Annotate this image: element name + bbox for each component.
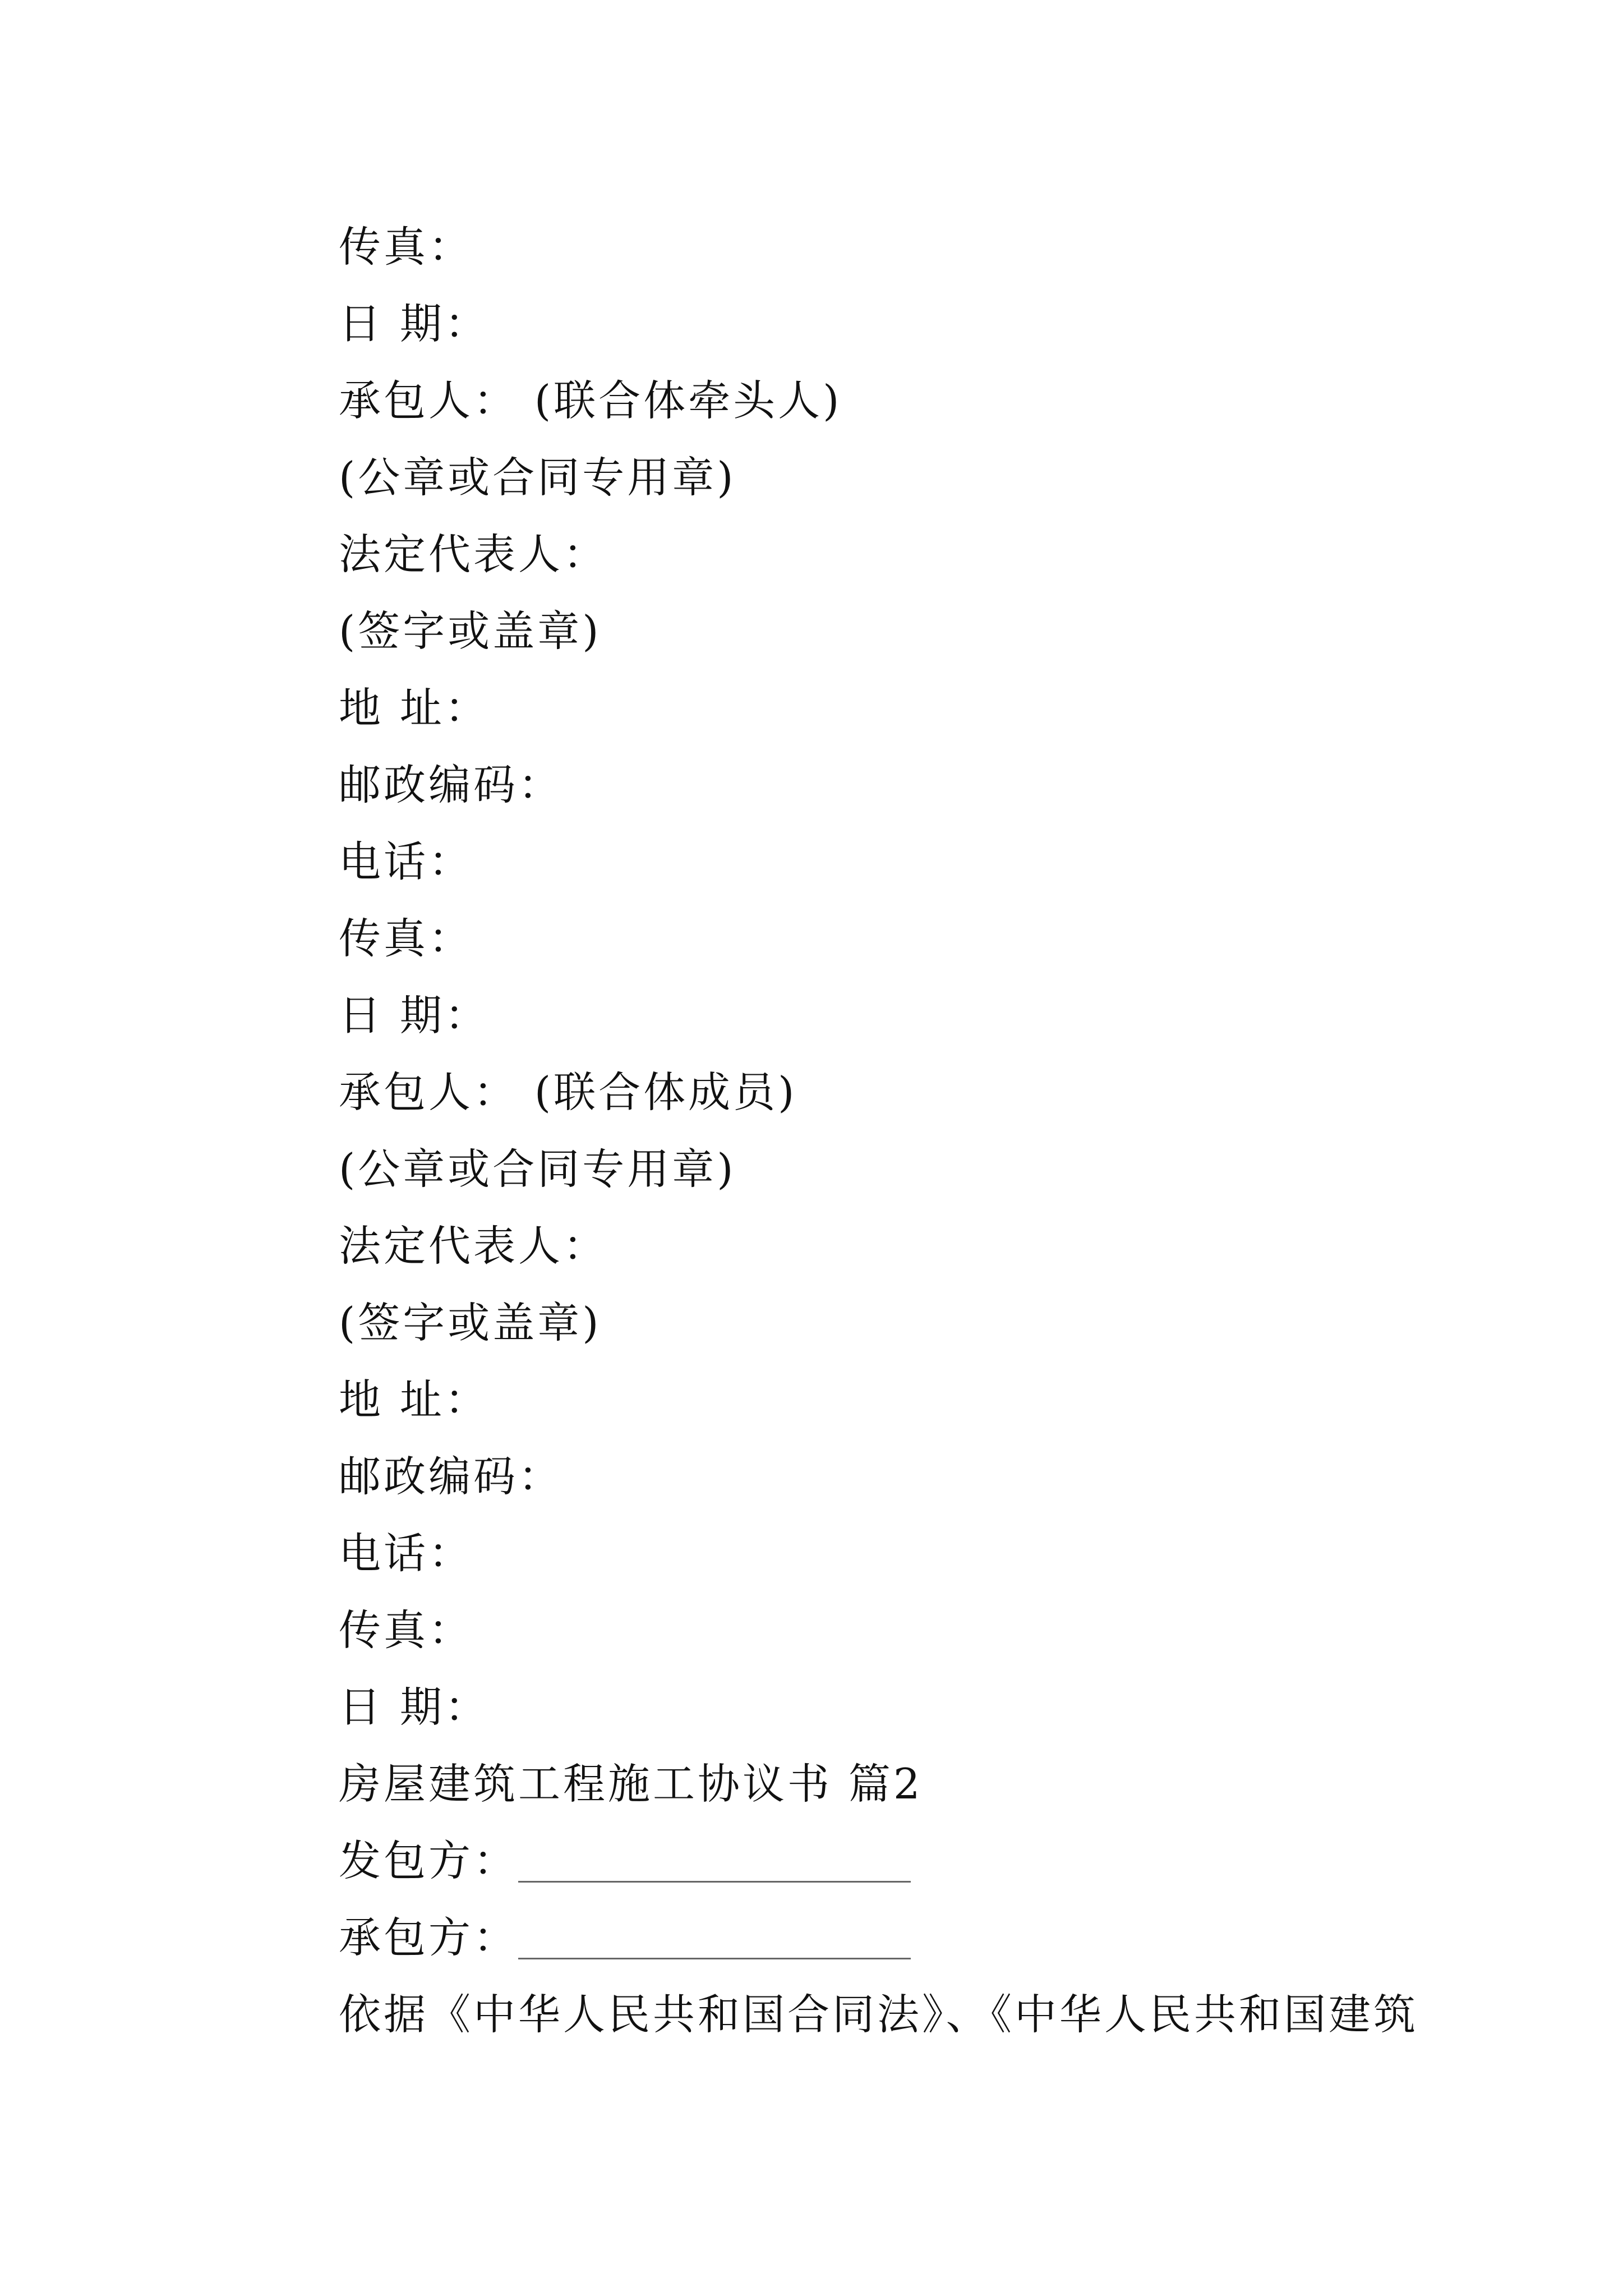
fax-line: 传真：	[339, 1605, 474, 1655]
signature-note: (签字或盖章)	[339, 606, 602, 656]
date-line: 日 期：	[339, 299, 490, 348]
signature-note: (签字或盖章)	[339, 1298, 602, 1347]
contractor-blank-field[interactable]	[518, 1899, 911, 1976]
address-line: 地 址：	[339, 1375, 490, 1424]
fax-line: 传真：	[339, 914, 474, 963]
contractor-line	[339, 1899, 1460, 1976]
employer-blank-field[interactable]	[518, 1823, 911, 1899]
postal-code-line: 邮政编码：	[339, 760, 564, 809]
employer-label: 发包方：	[339, 1836, 519, 1885]
legal-representative-line: 法定代表人：	[339, 530, 608, 579]
phone-line: 电话：	[339, 837, 474, 886]
contractor-lead-line: 承包人： (联合体牵头人)	[339, 376, 842, 425]
contractor-label: 承包方：	[339, 1913, 519, 1962]
date-line: 日 期：	[339, 1682, 490, 1732]
phone-line: 电话：	[339, 1529, 474, 1578]
section-heading: 房屋建筑工程施工协议书 篇2	[339, 1759, 923, 1809]
fax-line: 传真：	[339, 222, 474, 272]
contractor-member-line: 承包人： (联合体成员)	[339, 1068, 797, 1117]
postal-code-line: 邮政编码：	[339, 1452, 564, 1501]
legal-representative-line: 法定代表人：	[339, 1221, 608, 1271]
document-body	[339, 209, 1460, 2053]
body-paragraph: 依据《中华人民共和国合同法》、《中华人民共和国建筑	[339, 1990, 1419, 2039]
date-line: 日 期：	[339, 991, 490, 1040]
address-line: 地 址：	[339, 683, 490, 733]
employer-line	[339, 1823, 1460, 1899]
seal-note: (公章或合同专用章)	[339, 453, 736, 502]
seal-note: (公章或合同专用章)	[339, 1144, 736, 1194]
